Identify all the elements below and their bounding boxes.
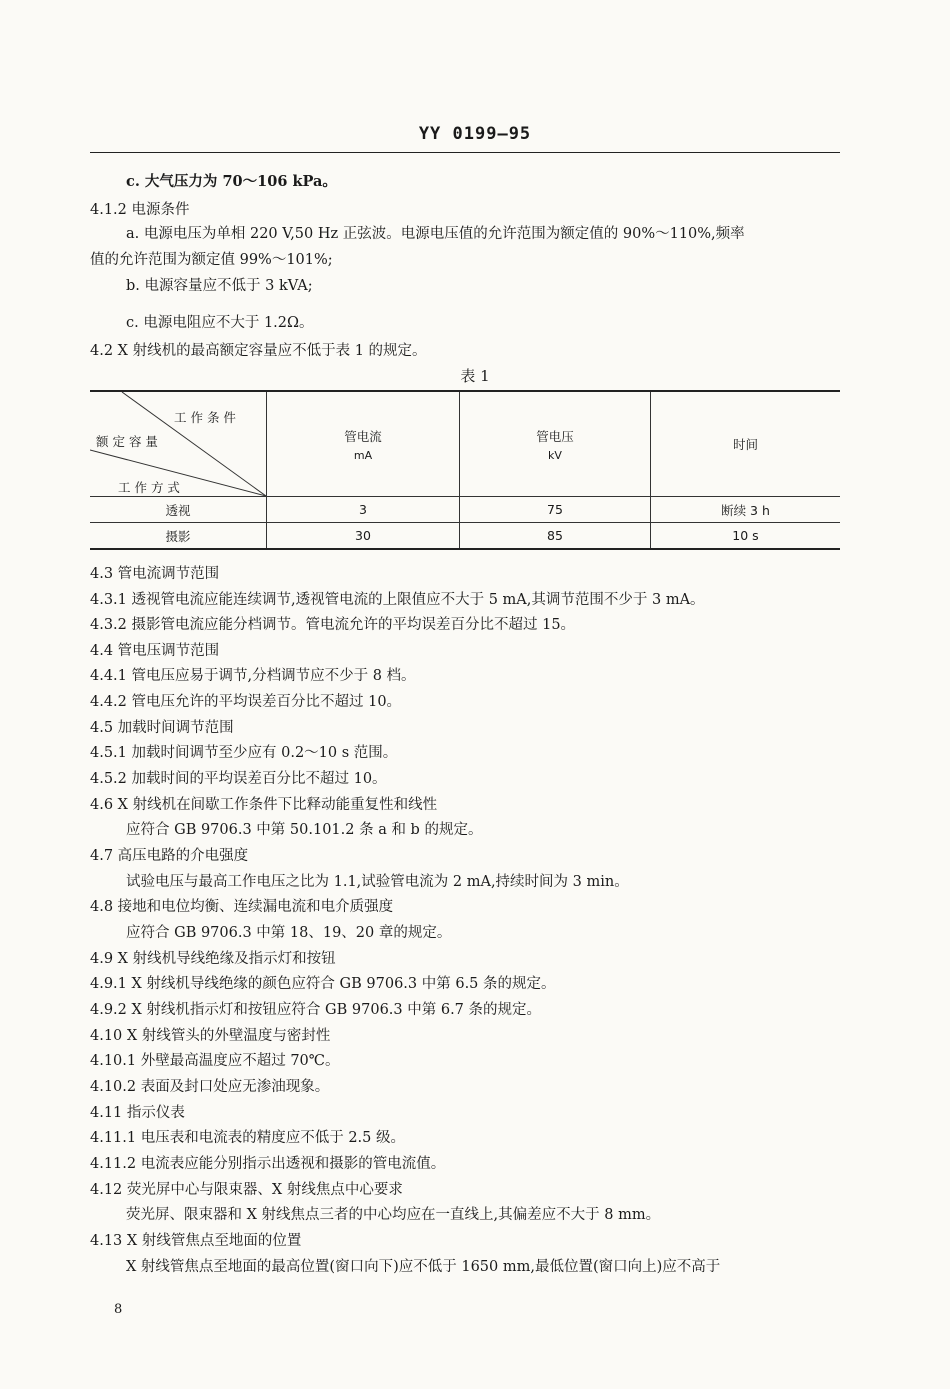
clause-4-10-1: 4.10.1 外壁最高温度应不超过 70℃。 [90,1053,340,1069]
clause-4-3: 4.3 管电流调节范围 [90,566,220,582]
clause-4-4: 4.4 管电压调节范围 [90,643,220,659]
clause-4-9: 4.9 X 射线机导线绝缘及指示灯和按钮 [90,951,336,967]
table-row [90,523,840,550]
header-work-mode: 工 作 方 式 [118,480,180,495]
clause-4-2: 4.2 X 射线机的最高额定容量应不低于表 1 的规定。 [90,343,427,359]
clause-4-6-text: 应符合 GB 9706.3 中第 50.101.2 条 a 和 b 的规定。 [126,822,483,838]
clause-4-3-2: 4.3.2 摄影管电流应能分档调节。管电流允许的平均误差百分比不超过 15。 [90,617,576,633]
clause-4-8-text: 应符合 GB 9706.3 中第 18、19、20 章的规定。 [126,925,452,941]
header-time: 时间 [651,391,841,497]
clause-4-11: 4.11 指示仪表 [90,1105,185,1121]
clause-a-voltage: a. 电源电压为单相 220 V,50 Hz 正弦波。电源电压值的允许范围为额定值的 90%～110%,频率 [126,226,745,242]
clause-4-10: 4.10 X 射线管头的外壁温度与密封性 [90,1028,331,1044]
table-caption: 表 1 [460,367,490,385]
table-row [90,497,840,523]
row-mode: 摄影 [90,523,267,550]
header-work-conditions: 工 作 条 件 [174,410,236,425]
page-number: 8 [114,1302,123,1317]
clause-4-13-text: X 射线管焦点至地面的最高位置(窗口向下)应不低于 1650 mm,最低位置(窗口向上)应不高于 [126,1259,721,1275]
unit-ma: mA [353,448,373,462]
clause-a-continued: 值的允许范围为额定值 99%～101%; [90,252,333,268]
row-voltage: 75 [460,497,651,523]
row-mode: 透视 [90,497,267,523]
clause-4-11-2: 4.11.2 电流表应能分别指示出透视和摄影的管电流值。 [90,1156,446,1172]
clause-4-6: 4.6 X 射线机在间歇工作条件下比释动能重复性和线性 [90,797,438,813]
header-voltage: 管电压 kV [460,391,651,497]
clause-4-12: 4.12 荧光屏中心与限束器、X 射线焦点中心要求 [90,1182,403,1198]
clause-4-5-2: 4.5.2 加载时间的平均误差百分比不超过 10。 [90,771,387,787]
header-rule [90,152,840,153]
clause-4-9-2: 4.9.2 X 射线机指示灯和按钮应符合 GB 9706.3 中第 6.7 条的规定。 [90,1002,542,1018]
clause-4-3-1: 4.3.1 透视管电流应能连续调节,透视管电流的上限值应不大于 5 mA,其调节范围不少于 3 mA。 [90,592,705,608]
clause-b-capacity: b. 电源容量应不低于 3 kVA; [126,278,313,294]
row-time: 10 s [651,523,841,550]
unit-kv: kV [548,448,562,462]
clause-4-4-1: 4.4.1 管电压应易于调节,分档调节应不少于 8 档。 [90,668,416,684]
clause-4-7-text: 试验电压与最高工作电压之比为 1.1,试验管电流为 2 mA,持续时间为 3 min。 [126,874,629,890]
diagonal-header-cell [90,391,267,497]
row-current: 3 [267,497,460,523]
rating-table [90,390,840,550]
clause-4-10-2: 4.10.2 表面及封口处应无渗油现象。 [90,1079,330,1095]
clause-c-pressure: c. 大气压力为 70～106 kPa。 [126,173,337,190]
header-rated-capacity: 额 定 容 量 [96,434,158,449]
clause-4-9-1: 4.9.1 X 射线机导线绝缘的颜色应符合 GB 9706.3 中第 6.5 条的规定。 [90,976,556,992]
row-voltage: 85 [460,523,651,550]
clause-4-1-2: 4.1.2 电源条件 [90,202,190,218]
clause-4-12-text: 荧光屏、限束器和 X 射线焦点三者的中心均应在一直线上,其偏差应不大于 8 mm。 [126,1207,661,1223]
clause-4-13: 4.13 X 射线管焦点至地面的位置 [90,1233,302,1249]
row-current: 30 [267,523,460,550]
header-current: 管电流 mA [267,391,460,497]
row-time: 断续 3 h [651,497,841,523]
clause-4-4-2: 4.4.2 管电压允许的平均误差百分比不超过 10。 [90,694,402,710]
clause-4-8: 4.8 接地和电位均衡、连续漏电流和电介质强度 [90,899,394,915]
clause-4-5: 4.5 加载时间调节范围 [90,720,234,736]
clause-c-resistance: c. 电源电阻应不大于 1.2Ω。 [126,315,314,331]
clause-4-7: 4.7 高压电路的介电强度 [90,848,249,864]
document-header: YY 0199—95 [418,124,532,144]
clause-4-5-1: 4.5.1 加载时间调节至少应有 0.2～10 s 范围。 [90,745,398,761]
clause-4-11-1: 4.11.1 电压表和电流表的精度应不低于 2.5 级。 [90,1130,406,1146]
